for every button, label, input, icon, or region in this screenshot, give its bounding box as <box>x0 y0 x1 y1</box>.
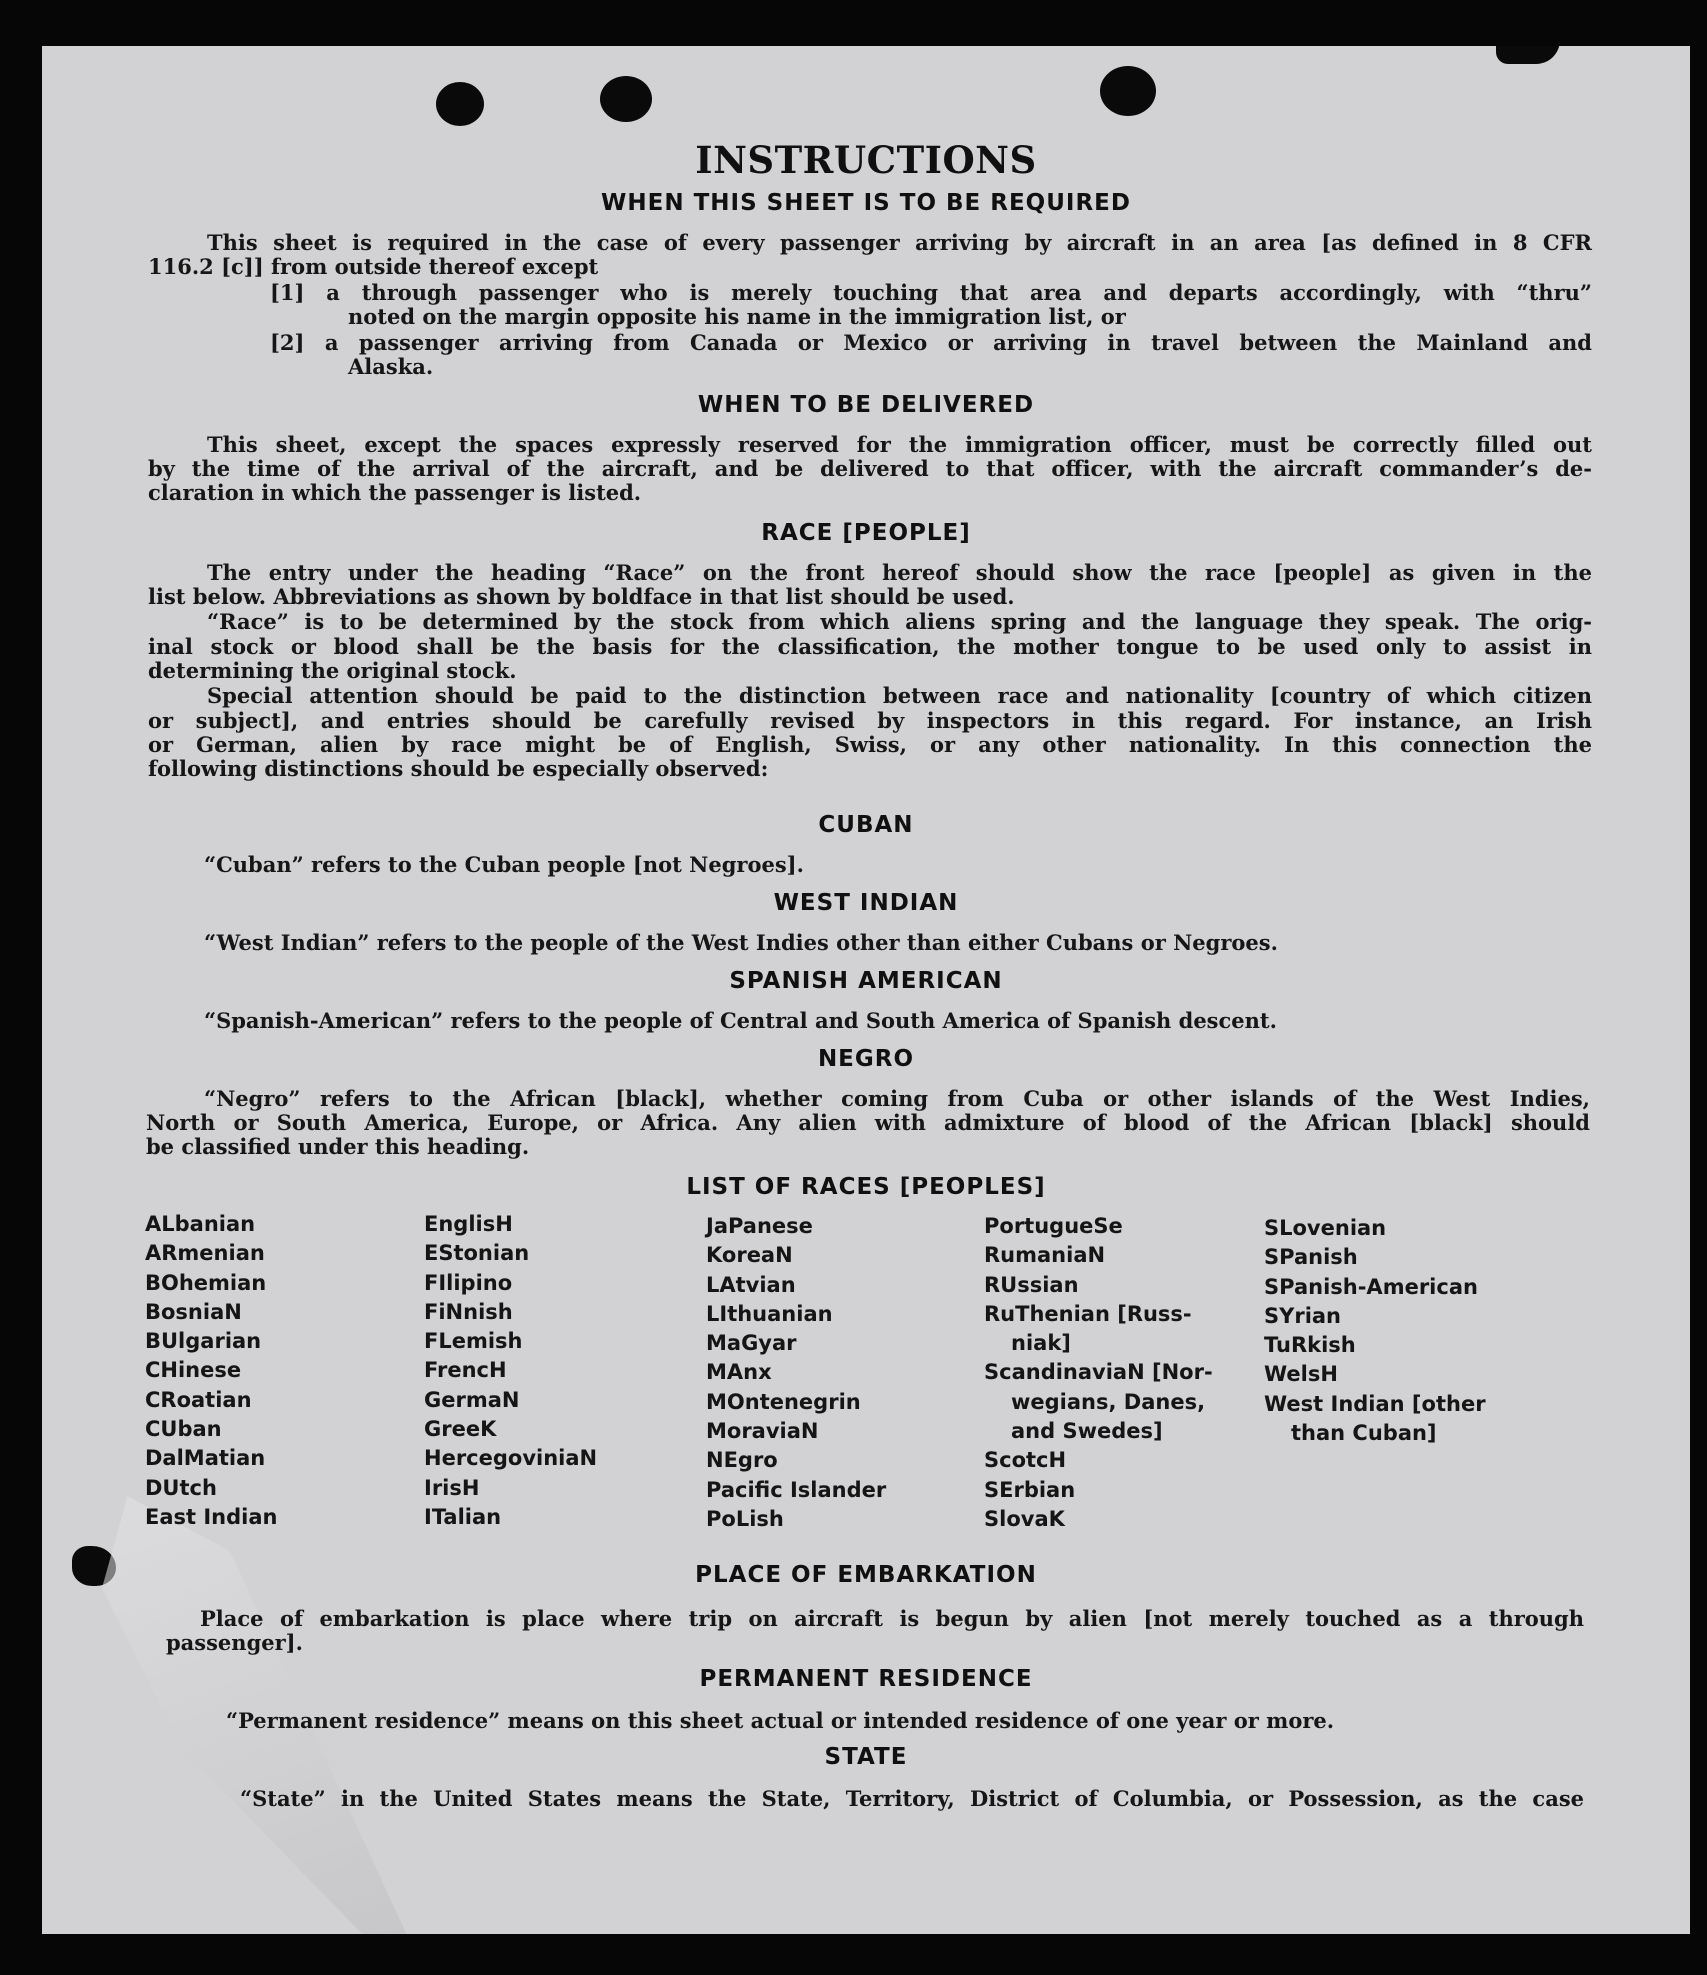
race-item: SPanish <box>1264 1245 1358 1270</box>
race-item: DUtch <box>145 1475 217 1500</box>
heading-when-delivered: WHEN TO BE DELIVERED <box>697 392 1035 418</box>
text-line: This sheet is required in the case of every passenger arriving by aircraft in an area [as defined in 8 CFR <box>207 230 1592 255</box>
race-item: BUlgarian <box>145 1329 262 1354</box>
punch-hole-center <box>600 76 652 122</box>
text-line: “Race” is to be determined by the stock from which aliens spring and the language they speak. The orig- <box>207 609 1592 634</box>
race-item: GermaN <box>424 1387 520 1412</box>
race-item: West Indian [other <box>1264 1391 1486 1416</box>
race-item: ARmenian <box>145 1241 265 1266</box>
race-item: BOhemian <box>145 1270 267 1295</box>
race-item: SErbian <box>984 1477 1076 1502</box>
text-line: “West Indian” refers to the people of the West Indies other than either Cubans or Negroes. <box>204 930 1278 955</box>
heading-cuban: CUBAN <box>818 812 914 838</box>
top-right-tear <box>1496 46 1560 64</box>
race-item: EnglisH <box>424 1212 513 1236</box>
race-item: CUban <box>145 1417 222 1442</box>
races-column-2 <box>424 1210 597 1532</box>
text-line: noted on the margin opposite his name in the immigration list, or <box>348 304 1126 329</box>
race-item: CRoatian <box>145 1387 252 1412</box>
race-item: PoLish <box>706 1506 784 1531</box>
races-column-1 <box>145 1210 277 1532</box>
race-item: wegians, Danes, <box>1011 1389 1206 1414</box>
heading-negro: NEGRO <box>817 1046 915 1072</box>
race-item: than Cuban] <box>1291 1421 1437 1446</box>
heading-state: STATE <box>824 1744 908 1770</box>
text-line: or subject], and entries should be carefully revised by inspectors in this regard. For instance, an Irish <box>148 708 1592 733</box>
race-item: RumaniaN <box>984 1243 1106 1268</box>
race-item: SYrian <box>1264 1303 1342 1328</box>
races-column-5 <box>1264 1214 1486 1448</box>
race-item: RuThenian [Russ- <box>984 1301 1192 1326</box>
text-line: determining the original stock. <box>148 658 517 683</box>
text-line: list below. Abbreviations as shown by boldface in that list should be used. <box>148 584 1015 609</box>
race-item: KoreaN <box>706 1243 793 1268</box>
race-item: GreeK <box>424 1417 497 1442</box>
race-item: MoraviaN <box>706 1419 819 1444</box>
race-item: BosniaN <box>145 1299 242 1324</box>
text-line: following distinctions should be especially observed: <box>148 756 769 781</box>
heading-spanish-american: SPANISH AMERICAN <box>729 968 1003 994</box>
heading-permanent-residence: PERMANENT RESIDENCE <box>699 1666 1033 1692</box>
heading-when-required: WHEN THIS SHEET IS TO BE REQUIRED <box>601 190 1131 216</box>
race-item: ScandinaviaN [Nor- <box>984 1360 1213 1385</box>
race-item: SlovaK <box>984 1506 1065 1531</box>
page-title: INSTRUCTIONS <box>695 138 1037 182</box>
race-item: JaPanese <box>706 1214 813 1238</box>
race-item: Pacific Islander <box>706 1477 887 1502</box>
race-item: TuRkish <box>1264 1333 1356 1358</box>
race-item: DalMatian <box>145 1446 266 1471</box>
text-line: by the time of the arrival of the aircraft, and be delivered to that officer, with the aircraft commander’s de- <box>148 456 1592 481</box>
race-item: MOntenegrin <box>706 1389 861 1414</box>
races-column-4 <box>984 1212 1213 1534</box>
race-item: ScotcH <box>984 1448 1067 1473</box>
text-line: “Negro” refers to the African [black], whether coming from Cuba or other islands of the West Indies, <box>204 1086 1590 1111</box>
punch-hole-left <box>436 82 484 126</box>
heading-list-of-races: LIST OF RACES [PEOPLES] <box>686 1174 1046 1200</box>
text-line: claration in which the passenger is listed. <box>148 480 642 505</box>
race-item: FLemish <box>424 1329 523 1354</box>
text-line: This sheet, except the spaces expressly reserved for the immigration officer, must be correctly filled out <box>207 432 1592 457</box>
race-item: PortugueSe <box>984 1214 1123 1238</box>
race-item: WelsH <box>1264 1362 1338 1387</box>
race-item: RUssian <box>984 1272 1079 1297</box>
race-item: HercegoviniaN <box>424 1446 598 1471</box>
heading-place-of-embarkation: PLACE OF EMBARKATION <box>695 1562 1037 1588</box>
text-line: North or South America, Europe, or Africa. Any alien with admixture of blood of the African [black] should <box>146 1110 1590 1135</box>
text-line: Special attention should be paid to the distinction between race and nationality [country of which citizen <box>207 683 1592 708</box>
race-item: niak] <box>1011 1331 1071 1356</box>
text-line: be classified under this heading. <box>146 1134 530 1159</box>
text-line: “Cuban” refers to the Cuban people [not Negroes]. <box>204 852 804 877</box>
race-item: IrisH <box>424 1475 480 1500</box>
text-line: inal stock or blood shall be the basis for the classification, the mother tongue to be used only to assist in <box>148 634 1592 659</box>
heading-west-indian: WEST INDIAN <box>773 890 959 916</box>
races-column-3 <box>706 1212 886 1534</box>
text-line: 116.2 [c]] from outside thereof except <box>148 254 599 279</box>
text-line: Alaska. <box>348 354 434 379</box>
race-item: ITalian <box>424 1504 502 1529</box>
text-line: Place of embarkation is place where trip on aircraft is begun by alien [not merely touched as a through <box>200 1606 1584 1631</box>
text-line: [2] a passenger arriving from Canada or Mexico or arriving in travel between the Mainland and <box>270 330 1592 355</box>
race-item: MAnx <box>706 1360 772 1385</box>
race-item: NEgro <box>706 1448 778 1473</box>
text-line: passenger]. <box>166 1630 303 1655</box>
text-line: The entry under the heading “Race” on the front hereof should show the race [people] as given in the <box>207 560 1592 585</box>
race-item: LAtvian <box>706 1272 796 1297</box>
race-item: SPanish-American <box>1264 1274 1478 1299</box>
race-item: EStonian <box>424 1241 530 1266</box>
text-line: or German, alien by race might be of English, Swiss, or any other nationality. In this connection the <box>148 732 1592 757</box>
text-line: [1] a through passenger who is merely touching that area and departs accordingly, with “thru” <box>270 280 1592 305</box>
race-item: ALbanian <box>145 1212 256 1236</box>
text-line: “Permanent residence” means on this sheet actual or intended residence of one year or more. <box>226 1708 1335 1733</box>
race-item: FrencH <box>424 1358 507 1383</box>
text-line: “Spanish-American” refers to the people of Central and South America of Spanish descent. <box>204 1008 1277 1033</box>
punch-hole-right <box>1100 66 1156 116</box>
race-item: CHinese <box>145 1358 242 1383</box>
document-page <box>42 46 1690 1934</box>
heading-race: RACE [PEOPLE] <box>761 520 971 546</box>
race-item: and Swedes] <box>1011 1419 1163 1444</box>
race-item: MaGyar <box>706 1331 797 1356</box>
text-line: “State” in the United States means the State, Territory, District of Columbia, or Possession, as the case <box>240 1786 1584 1811</box>
race-item: SLovenian <box>1264 1216 1387 1240</box>
race-item: FiNnish <box>424 1299 513 1324</box>
race-item: East Indian <box>145 1504 278 1529</box>
race-item: LIthuanian <box>706 1301 833 1326</box>
race-item: FIlipino <box>424 1270 513 1295</box>
